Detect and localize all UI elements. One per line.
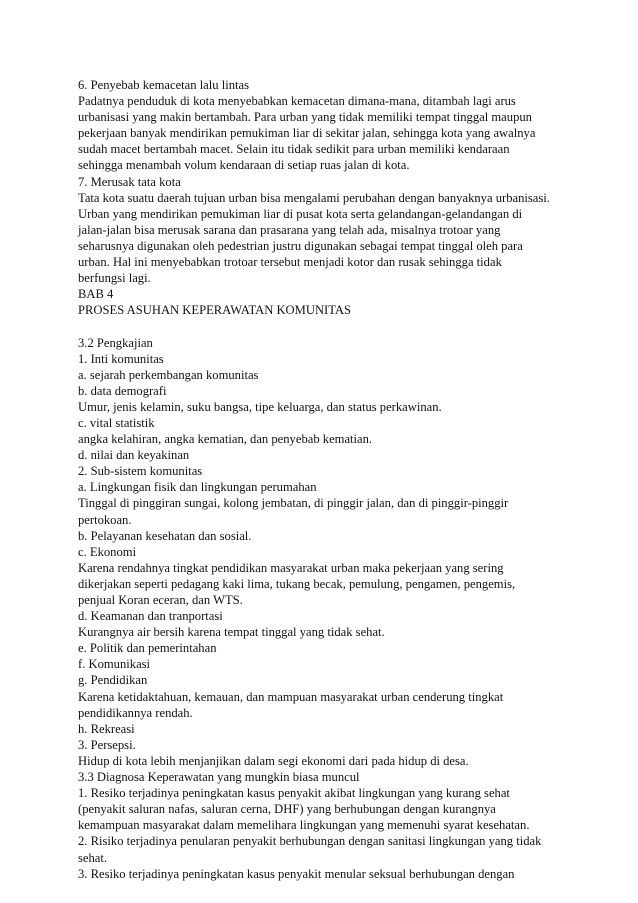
text-line: berfungsi lagi.: [78, 271, 151, 286]
text-line: Tata kota suatu daerah tujuan urban bisa mengalami perubahan dengan banyaknya urbanisasi.: [78, 190, 550, 205]
text-line: a. sejarah perkembangan komunitas: [78, 367, 259, 382]
text-line: b. data demografi: [78, 383, 167, 398]
text-line: urbanisasi yang makin bertambah. Para urban yang tidak memiliki tempat tinggal maupun: [78, 110, 532, 125]
text-line: 2. Risiko terjadinya penularan penyakit berhubungan dengan sanitasi lingkungan yang tidak: [78, 834, 542, 849]
text-line: Kurangnya air bersih karena tempat tinggal yang tidak sehat.: [78, 625, 385, 640]
text-line: 7. Merusak tata kota: [78, 174, 181, 189]
text-line: 3. Resiko terjadinya peningkatan kasus penyakit menular seksual berhubungan dengan: [78, 866, 515, 881]
text-line: 1. Resiko terjadinya peningkatan kasus penyakit akibat lingkungan yang kurang sehat: [78, 786, 510, 801]
text-line: c. vital statistik: [78, 415, 155, 430]
text-line: dikerjakan seperti pedagang kaki lima, tukang becak, pemulung, pengamen, pengemis,: [78, 576, 516, 591]
text-line: sehingga menambah volum kendaraan di setiap ruas jalan di kota.: [78, 158, 410, 173]
text-line: PROSES ASUHAN KEPERAWATAN KOMUNITAS: [78, 303, 352, 318]
text-line: b. Pelayanan kesehatan dan sosial.: [78, 528, 252, 543]
blank-line: [78, 318, 558, 334]
text-line: kemampuan masyarakat dalam memelihara lingkungan yang memenuhi syarat kesehatan.: [78, 818, 530, 833]
text-line: (penyakit saluran nafas, saluran cerna, DHF) yang berhubungan dengan kurangnya: [78, 802, 496, 817]
text-line: angka kelahiran, angka kematian, dan penyebab kematian.: [78, 432, 373, 447]
text-line: Karena ketidaktahuan, kemauan, dan mampuan masyarakat urban cenderung tingkat: [78, 689, 504, 704]
text-line: d. Keamanan dan tranportasi: [78, 609, 223, 624]
text-line: g. Pendidikan: [78, 673, 148, 688]
text-line: e. Politik dan pemerintahan: [78, 641, 217, 656]
text-line: penjual Koran eceran, dan WTS.: [78, 593, 243, 607]
text-line: Padatnya penduduk di kota menyebabkan kemacetan dimana-mana, ditambah lagi arus: [78, 94, 516, 109]
text-line: Tinggal di pinggiran sungai, kolong jembatan, di pinggir jalan, dan di pinggir-pinggir: [78, 496, 509, 511]
text-line: 6. Penyebab kemacetan lalu lintas: [78, 78, 250, 92]
text-line: 3. Persepsi.: [78, 737, 136, 752]
text-line: Umur, jenis kelamin, suku bangsa, tipe keluarga, dan status perkawinan.: [78, 399, 442, 414]
text-line: 2. Sub-sistem komunitas: [78, 464, 203, 479]
text-line: BAB 4: [78, 287, 114, 302]
text-line: sudah macet bertambah macet. Selain itu tidak sedikit para urban memiliki kendaraan: [78, 142, 510, 157]
text-line: pertokoan.: [78, 512, 132, 527]
text-line: a. Lingkungan fisik dan lingkungan perumahan: [78, 480, 317, 495]
document-body: [78, 77, 558, 882]
text-line: h. Rekreasi: [78, 721, 135, 736]
text-line: d. nilai dan keyakinan: [78, 448, 190, 463]
text-line: Urban yang mendirikan pemukiman liar di pusat kota serta gelandangan-gelandangan di: [78, 206, 523, 221]
text-line: jalan-jalan bisa merusak sarana dan prasarana yang telah ada, misalnya trotoar yang: [78, 222, 501, 237]
text-line: pendidikannya rendah.: [78, 705, 193, 720]
text-line: Karena rendahnya tingkat pendidikan masyarakat urban maka pekerjaan yang sering: [78, 560, 504, 575]
text-line: 3.3 Diagnosa Keperawatan yang mungkin biasa muncul: [78, 770, 360, 785]
text-line: seharusnya digunakan oleh pedestrian justru digunakan sebagai tempat tinggal oleh para: [78, 238, 523, 253]
text-line: 3.2 Pengkajian: [78, 335, 153, 350]
text-line: urban. Hal ini menyebabkan trotoar tersebut menjadi kotor dan rusak sehingga tidak: [78, 255, 502, 270]
text-line: sehat.: [78, 850, 108, 865]
text-line: 1. Inti komunitas: [78, 351, 164, 366]
text-line: f. Komunikasi: [78, 657, 151, 672]
text-line: c. Ekonomi: [78, 544, 137, 559]
text-line: Hidup di kota lebih menjanjikan dalam segi ekonomi dari pada hidup di desa.: [78, 753, 469, 768]
text-line: pekerjaan banyak mendirikan pemukiman liar di sekitar jalan, sehingga kota yang awalnya: [78, 126, 536, 141]
